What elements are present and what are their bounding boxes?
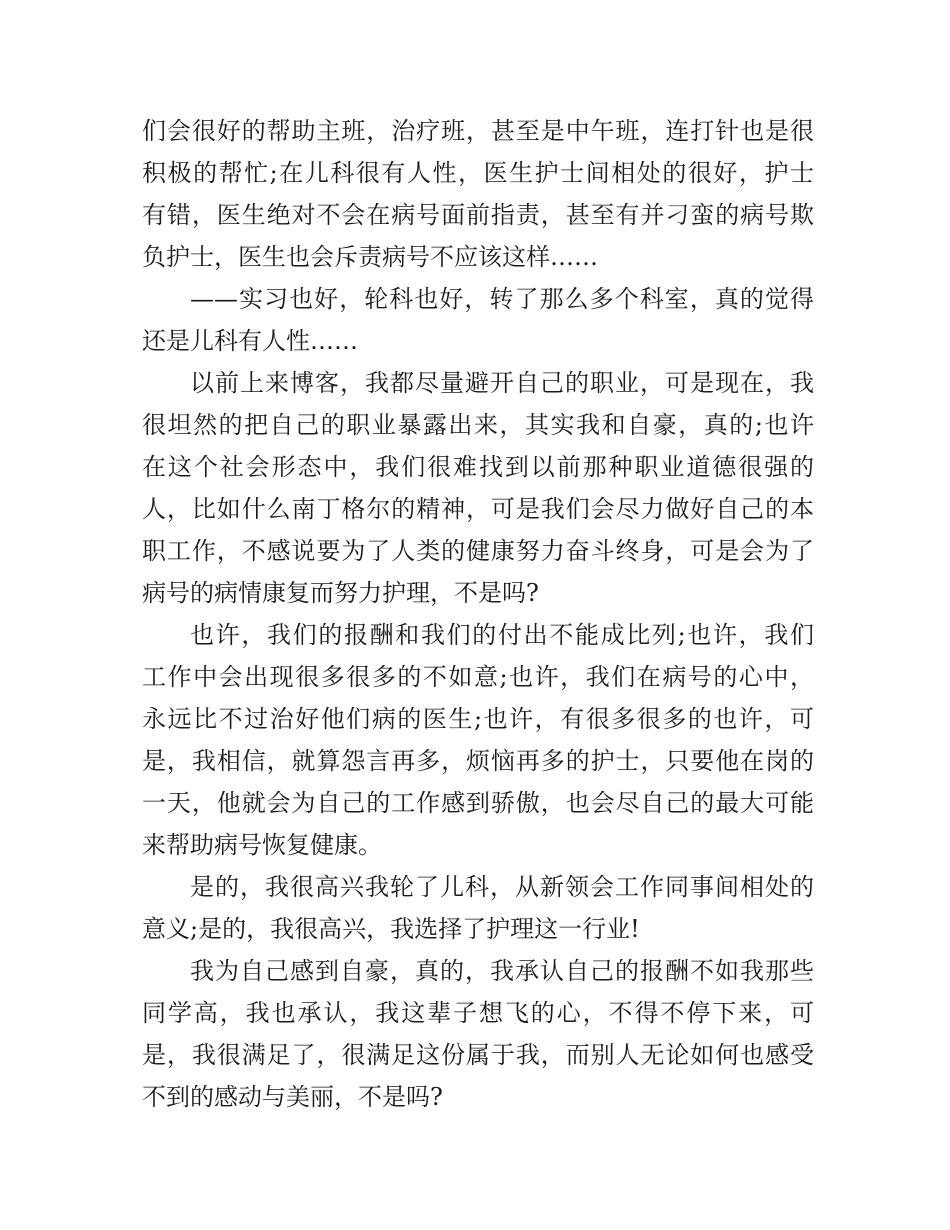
paragraph-start-line: 我为自己感到自豪，真的，我承认自己的报酬不如我那些 bbox=[190, 957, 814, 985]
text-line: 工作中会出现很多很多的不如意;也许，我们在病号的心中， bbox=[142, 663, 814, 691]
text-line: 有错，医生绝对不会在病号面前指责，甚至有并刁蛮的病号欺 bbox=[142, 201, 814, 229]
paragraph-start-line: ——实习也好，轮科也好，转了那么多个科室，真的觉得 bbox=[190, 285, 814, 313]
text-line: 一天，他就会为自己的工作感到骄傲，也会尽自己的最大可能 bbox=[142, 789, 814, 817]
paragraph-start-line: 也许，我们的报酬和我们的付出不能成比列;也许，我们 bbox=[190, 621, 814, 649]
body-text bbox=[142, 110, 814, 1118]
text-line: 同学高，我也承认，我这辈子想飞的心，不得不停下来，可 bbox=[142, 999, 814, 1027]
text-line: 永远比不过治好他们病的医生;也许，有很多很多的也许，可 bbox=[142, 705, 814, 733]
text-line: 意义;是的，我很高兴，我选择了护理这一行业! bbox=[142, 915, 640, 943]
text-line: 负护士，医生也会斥责病号不应该这样…… bbox=[142, 243, 598, 271]
text-line: 们会很好的帮助主班，治疗班，甚至是中午班，连打针也是很 bbox=[142, 117, 814, 145]
text-line: 很坦然的把自己的职业暴露出来，其实我和自豪，真的;也许 bbox=[142, 411, 814, 439]
text-line: 还是儿科有人性…… bbox=[142, 327, 358, 355]
text-line: 职工作，不感说要为了人类的健康努力奋斗终身，可是会为了 bbox=[142, 537, 814, 565]
text-line: 人，比如什么南丁格尔的精神，可是我们会尽力做好自己的本 bbox=[142, 495, 814, 523]
paragraph-start-line: 是的，我很高兴我轮了儿科，从新领会工作同事间相处的 bbox=[190, 873, 814, 901]
text-line: 在这个社会形态中，我们很难找到以前那种职业道德很强的 bbox=[142, 453, 814, 481]
text-line: 病号的病情康复而努力护理，不是吗? bbox=[142, 579, 539, 607]
text-line: 是，我很满足了，很满足这份属于我，而别人无论如何也感受 bbox=[142, 1041, 814, 1069]
text-line: 来帮助病号恢复健康。 bbox=[142, 831, 382, 859]
text-line: 是，我相信，就算怨言再多，烦恼再多的护士，只要他在岗的 bbox=[142, 747, 814, 775]
text-line: 不到的感动与美丽，不是吗? bbox=[142, 1083, 443, 1111]
text-line: 积极的帮忙;在儿科很有人性，医生护士间相处的很好，护士 bbox=[142, 159, 814, 187]
paragraph-start-line: 以前上来博客，我都尽量避开自己的职业，可是现在，我 bbox=[190, 369, 814, 397]
